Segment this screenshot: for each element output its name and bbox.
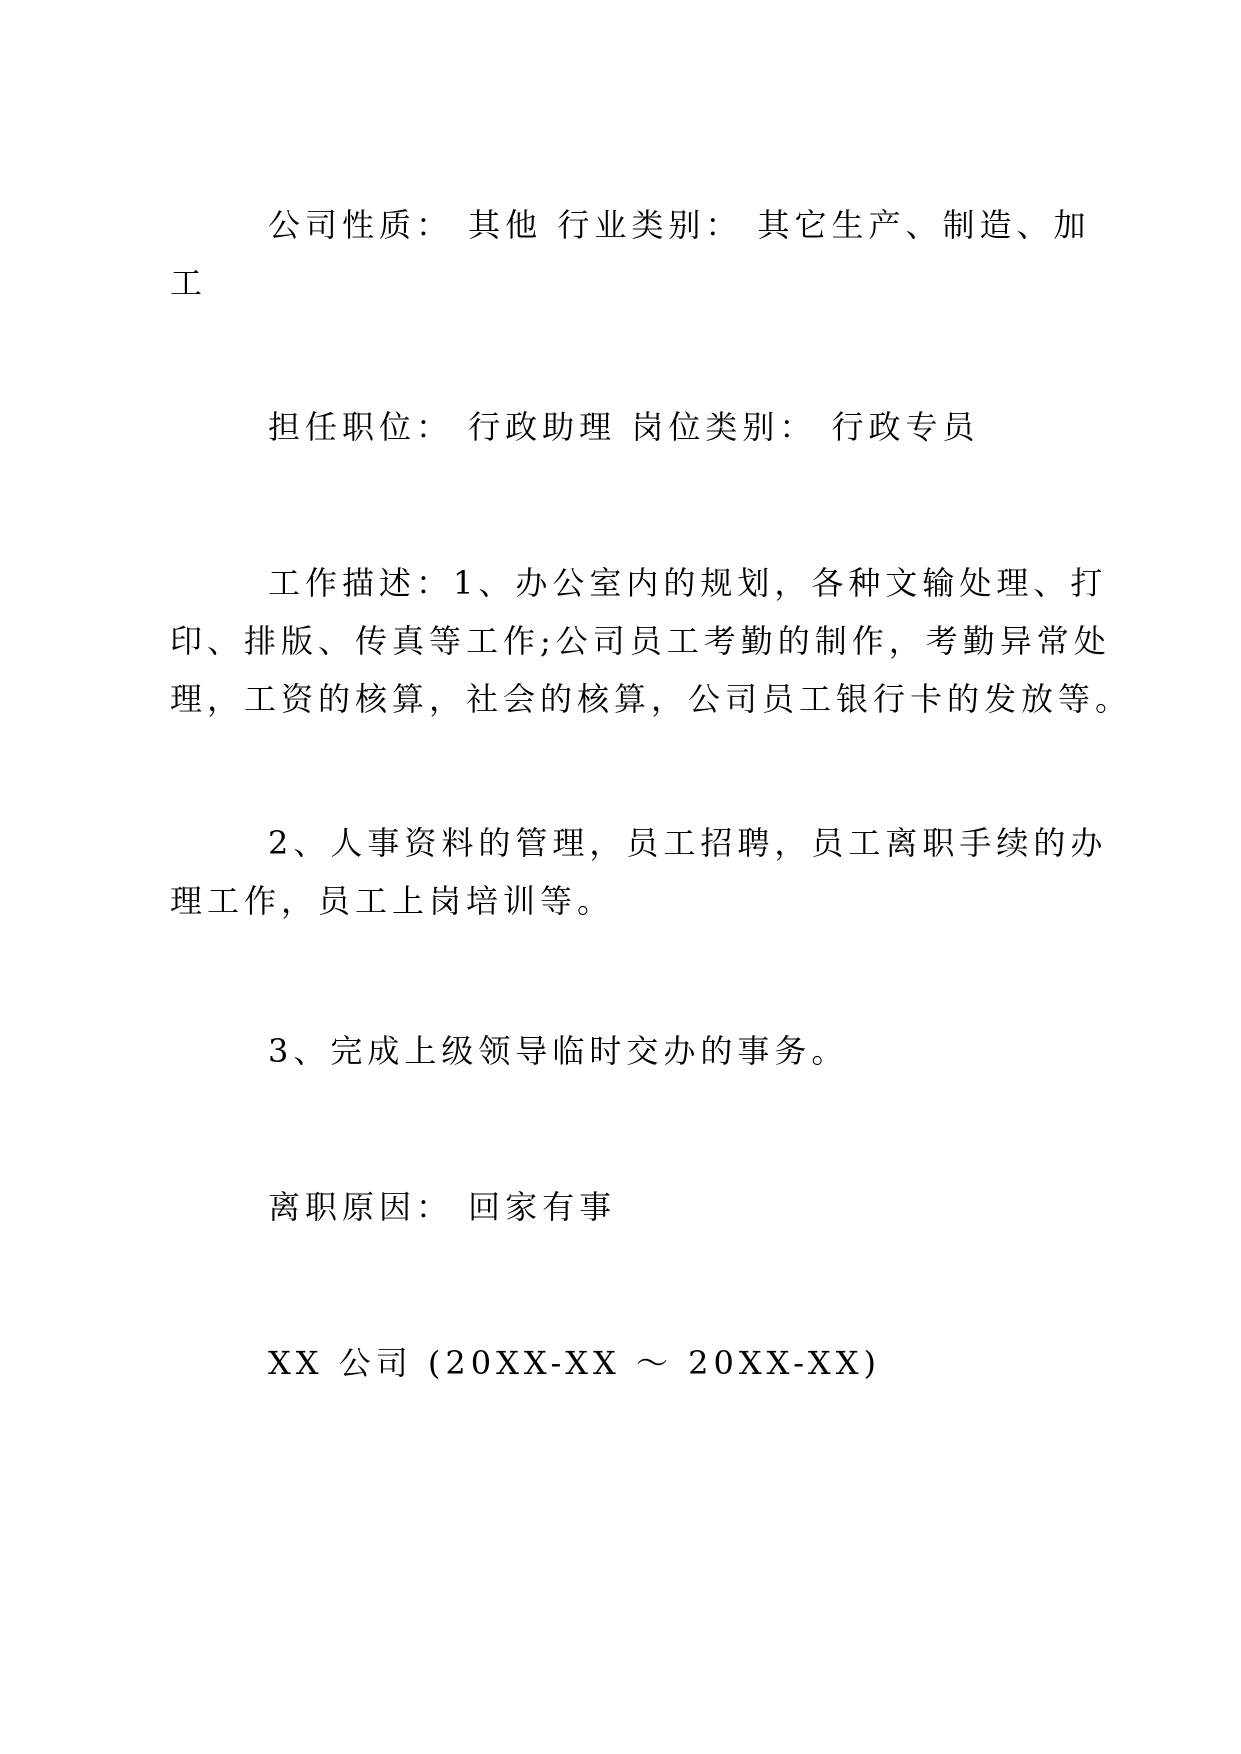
position-line-1: 担任职位： 行政助理 岗位类别： 行政专员	[268, 408, 980, 446]
item-3-line-1: 3、完成上级领导临时交办的事务。	[268, 1032, 849, 1070]
job-description-paragraph	[170, 554, 1133, 728]
job-description-line-2: 印、排版、传真等工作;公司员工考勤的制作，考勤异常处	[170, 622, 1111, 660]
item-2-line-2: 理工作，员工上岗培训等。	[170, 882, 615, 920]
item-2-line-1: 2、人事资料的管理，员工招聘，员工离职手续的办	[268, 824, 1108, 862]
company-info-paragraph	[170, 196, 1091, 312]
company-info-line-2: 工	[170, 264, 208, 302]
job-description-line-3: 理，工资的核算，社会的核算，公司员工银行卡的发放等。	[170, 680, 1133, 718]
leave-reason-line-1: 离职原因： 回家有事	[268, 1188, 617, 1226]
next-company-line-1: XX 公司 (20XX-XX ～ 20XX-XX)	[268, 1344, 881, 1382]
position-paragraph	[190, 398, 980, 456]
company-info-line-1: 公司性质： 其他 行业类别： 其它生产、制造、加	[268, 206, 1091, 244]
next-company-paragraph	[190, 1334, 881, 1392]
item-3-paragraph	[190, 1022, 848, 1080]
leave-reason-paragraph	[190, 1178, 616, 1236]
item-2-paragraph	[170, 814, 1108, 930]
job-description-line-1: 工作描述：1、办公室内的规划，各种文输处理、打	[268, 564, 1108, 602]
